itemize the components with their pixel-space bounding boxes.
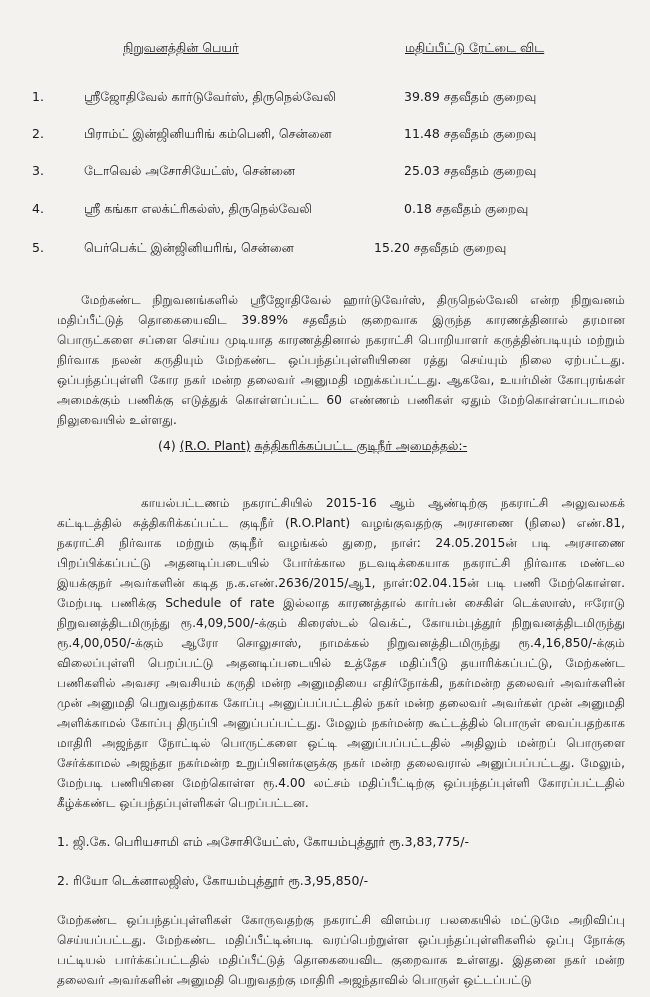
rate-column-header: மதிப்பீட்டு ரேட்டை விட	[405, 40, 545, 55]
bidder-number: 3.	[32, 163, 44, 178]
paragraph-tender-notice: மேற்கண்ட ஒப்பந்தப்புள்ளிகள் கோருவதற்கு நகராட்சி விளம்பர பலகையில் மட்டுமே அறிவிப்பு செய்யப்பட்டது. மேற்கண்ட மதிப்பீட்டின்படி வரப்பெற்றுள்ள ஒப்பந்தப்புள்ளிகளில் ஒப்பு நோக்கு பட்டியல் பார்க்கப்பட்டதில் மதிப்பீட்டுத் தொகையைவிட குறைவாக உள்ளது. இதனை நகர் மன்ற தலைவர் அவர்களின் அனுமதி பெறுவதற்கு மாதிரி அஜந்தாவில் பொருள் ஒட்டப்பட்டு	[57, 913, 625, 987]
org-name-column-header: நிறுவனத்தின் பெயர்	[123, 40, 239, 55]
paragraph-ro-plant: காயல்பட்டணம் நகராட்சியில் 2015-16 ஆம் ஆண்டிற்கு நகராட்சி அலுவலகக் கட்டிடத்தில் சுத்திகரிக்கப்பட்ட குடிநீர் (R.O.Plant) வழங்குவதற்கு அரசாணை (நிலை) எண்.81, நகராட்சி நிர்வாக மற்றும் குடிநீர் வழங்கல் துறை, நாள்: 24.05.2015ன் படி அரசாணை பிறப்பிக்கப்பட்டு அதனடிப்படையில் போர்க்கால நடவடிக்கையாக நகராட்சி நிர்வாக மண்டல இயக்குநர் அவர்களின் கடித ந.க.எண்.2636/2015/ஆ1, நாள்:02.04.15ன் படி பணி மேற்கொள்ள. மேற்படி பணிக்கு Schedule of rate இல்லாத காரணத்தால் கார்பன் சைகிள் டெக்ஸாஸ், ஈரோடு நிறுவனத்திடமிருந்து ரூ.4,09,500/-க்கும் கிரைஸ்டல் வெக்ட், கோயம்புத்தூர் நிறுவனத்திடமிருந்து ரூ.4,00,050/-க்கும் ஆரோ சொலுசாஸ், நாமக்கல் நிறுவனத்திடமிருந்து ரூ.4,16,850/-க்கும் விலைப்புள்ளி பெறப்பட்டு அதனடிப்படையில் உத்தேச மதிப்பீடு தயாரிக்கப்பட்டு, மேற்கண்ட பணிகளில் அவசர அவசியம் கருதி மன்ற அனுமதியை எதிர்நோக்கி, நகர்மன்ற தலைவர் அவர்களின் முன் அனுமதி பெறுவதற்காக கோப்பு அனுப்பப்பட்டதில் நகர் மன்ற தலைவர் அவர்கள் முன் அனுமதி அளிக்காமல் கோப்பு திருப்பி அனுப்பப்பட்டது. மேலும் நகர்மன்ற கூட்டத்தில் பொருள் வைப்பதற்காக மாதிரி அஜந்தா நோட்டில் பொருட்களை ஒட்டி அனுப்பப்பட்டதில் அதிலும் மன்றப் பொருளை சேர்க்காமல் அஜந்தா நகர்மன்ற உறுப்பினர்களுக்கு நகர் மன்ற தலைவரால் அனுப்பப்பட்டது. மேலும், மேற்படி பணியினை மேற்கொள்ள ரூ.4.00 லட்சம் மதிப்பீட்டிற்கு ஒப்பந்தப்புள்ளி கோரப்பட்டதில் கீழ்க்கண்ட ஒப்பந்தப்புள்ளிகள் பெறப்பட்டன.	[57, 496, 625, 810]
tender-item: 2. ரியோ டெக்னாலஜிஸ், கோயம்புத்தூர் ரூ.3,95,850/-	[57, 873, 369, 888]
bidder-number: 2.	[32, 126, 44, 141]
bidder-name: பிராம்ட் இன்ஜினியரிங் கம்பெனி, சென்னை	[84, 126, 332, 141]
section-number: (4)	[158, 438, 176, 453]
bidder-rate: 15.20 சதவீதம் குறைவு	[374, 240, 507, 255]
bidder-number: 1.	[32, 89, 44, 104]
bidder-rate: 39.89 சதவீதம் குறைவு	[404, 89, 537, 104]
bidder-rate: 11.48 சதவீதம் குறைவு	[404, 126, 537, 141]
bidder-rate: 25.03 சதவீதம் குறைவு	[404, 163, 537, 178]
tender-item: 1. ஜி.கே. பெரியசாமி எம் அசோசியேட்ஸ், கோயம்புத்தூர் ரூ.3,83,775/-	[57, 834, 469, 849]
bidder-name: ஸ்ரீஜோதிவேல் கார்டுவேர்ஸ், திருநெல்வேலி	[84, 89, 336, 104]
section-title-ta: சுத்திகரிக்கப்பட்ட குடிநீர் அமைத்தல்:-	[254, 438, 468, 453]
bidder-rate: 0.18 சதவீதம் குறைவு	[404, 201, 529, 216]
bidder-number: 5.	[32, 240, 44, 255]
bidder-name: பெர்பெக்ட் இன்ஜினியரிங், சென்னை	[84, 240, 294, 255]
paragraph-cancellation: மேற்கண்ட நிறுவனங்களில் ஸ்ரீஜோதிவேல் ஹார்டுவேர்ஸ், திருநெல்வேலி என்ற நிறுவனம் மதிப்பீட்டுத் தொகையைவிட 39.89% சதவீதம் குறைவாக இருந்த காரணத்தினால் தரமான பொருட்களை சப்ளை செய்ய முடியாத காரணத்தினால் நகராட்சி பொறியாளர் கருத்தின்படியும் மற்றும் நிர்வாக நலன் கருதியும் மேற்கண்ட ஒப்பந்தப்புள்ளியினை ரத்து செய்யும் நிலை ஏற்பட்டது. ஒப்பந்தப்புள்ளி கோர நகர் மன்ற தலைவர் அனுமதி மறுக்கப்பட்டது. ஆகவே, உயர்மின் கோபுரங்கள் அமைக்கும் பணிக்கு எடுத்துக் கொள்ளப்பட்ட 60 எண்ணம் பணிகள் ஏதும் மேற்கொள்ளப்படாமல் நிலுவையில் உள்ளது.	[57, 293, 625, 427]
bidder-name: ஸ்ரீ கங்கா எலக்ட்ரிகல்ஸ், திருநெல்வேலி	[84, 201, 313, 216]
bidder-number: 4.	[32, 201, 44, 216]
section-title-en: (R.O. Plant)	[179, 438, 251, 453]
section-heading	[158, 438, 467, 455]
bidder-name: டோவெல் அசோசியேட்ஸ், சென்னை	[84, 163, 296, 178]
